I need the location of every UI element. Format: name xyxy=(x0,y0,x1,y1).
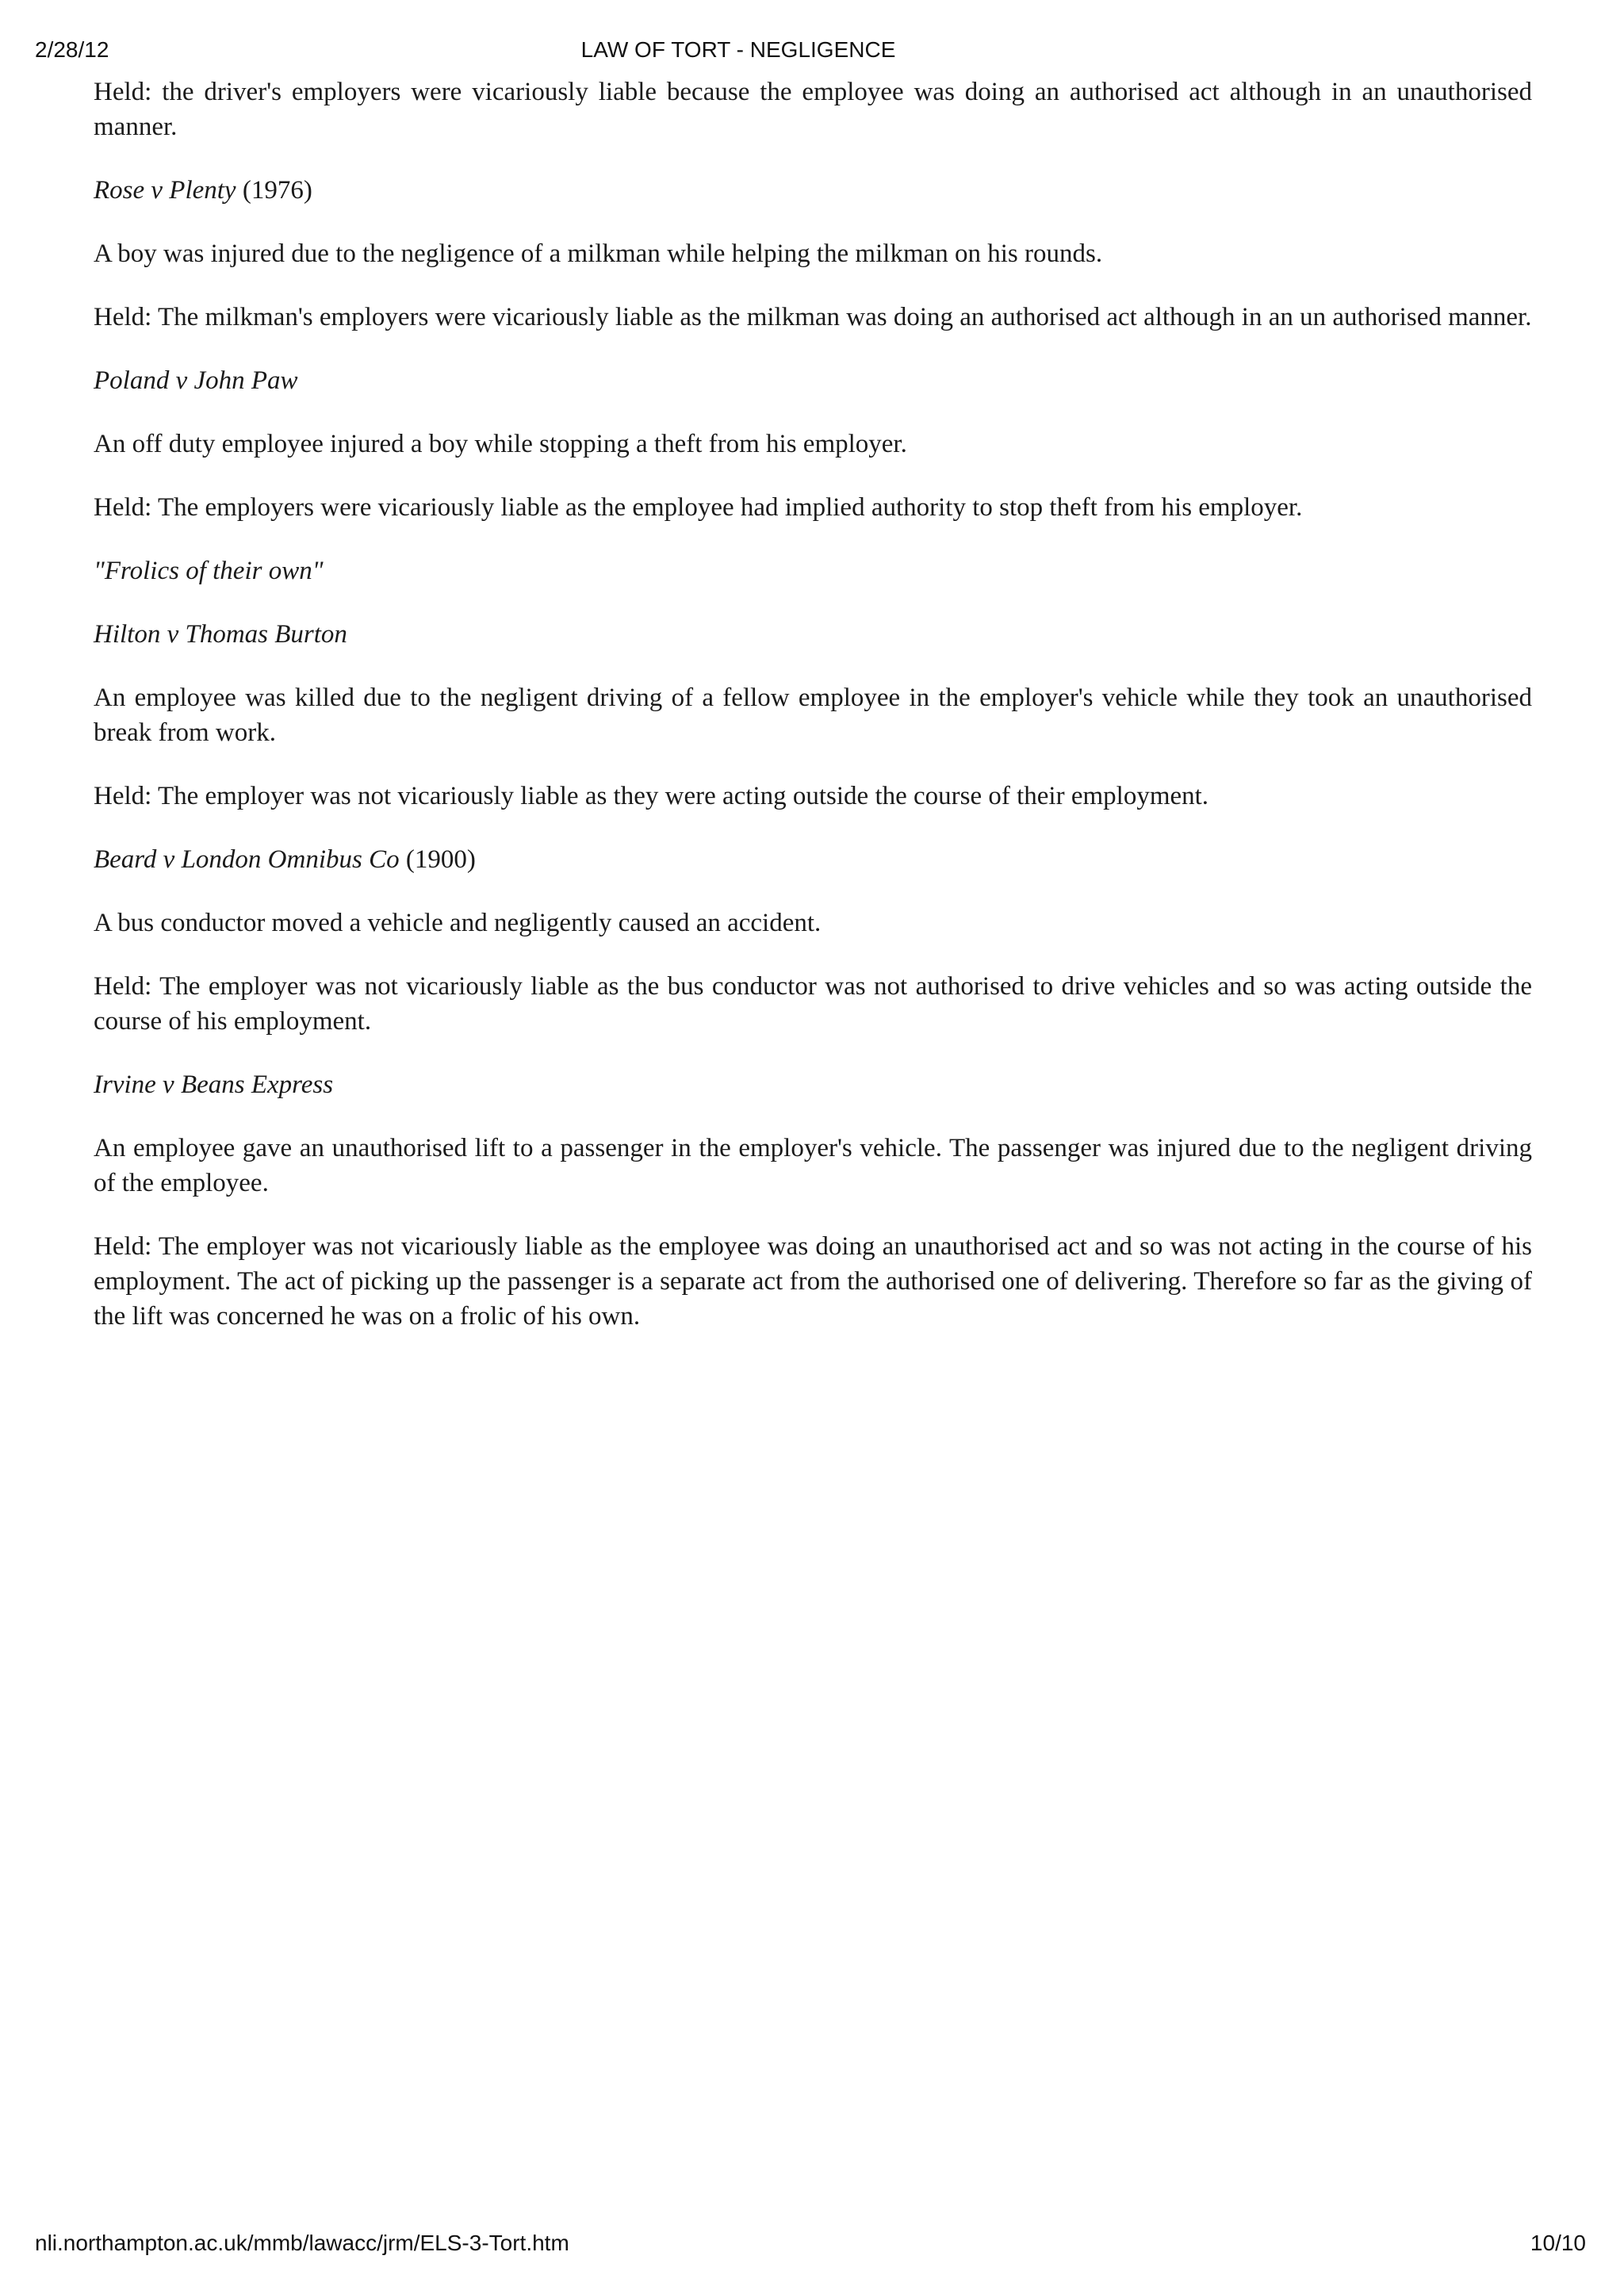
document-title: LAW OF TORT - NEGLIGENCE xyxy=(580,37,896,62)
print-footer xyxy=(0,2230,1624,2257)
paragraph-held-irvine: Held: The employer was not vicariously liable as the employee was doing an unauthorised act and so was not acting in the course of his employment. The act of picking up the passenger is a separate act from the authorised one of delivering. Therefore so far as the giving of the lift was concerned he was on a frolic of his own. xyxy=(94,1232,1532,1331)
paragraph-facts-hilton: An employee was killed due to the negligent driving of a fellow employee in the employer's vehicle while they took an unauthorised break from work. xyxy=(94,684,1532,747)
paragraph-facts-rose: A boy was injured due to the negligence of a milkman while helping the milkman on his rounds. xyxy=(94,239,1103,268)
paragraph-held-rose: Held: The milkman's employers were vicariously liable as the milkman was doing an authorised act although in an un authorised manner. xyxy=(94,303,1532,331)
case-year: (1976) xyxy=(236,176,312,205)
document-body xyxy=(94,75,1532,1362)
case-name: Poland v John Paw xyxy=(94,366,298,395)
paragraph-held-beard: Held: The employer was not vicariously liable as the bus conductor was not authorised to drive vehicles and so was acting outside the course of his employment. xyxy=(94,972,1532,1036)
paragraph-facts-beard: A bus conductor moved a vehicle and negligently caused an accident. xyxy=(94,909,822,937)
source-url: nli.northampton.ac.uk/mmb/lawacc/jrm/ELS-3-Tort.htm xyxy=(35,2231,569,2255)
case-name: Beard v London Omnibus Co xyxy=(94,845,400,874)
case-name: Hilton v Thomas Burton xyxy=(94,620,347,649)
page-number: 10/10 xyxy=(1530,2231,1586,2255)
case-heading-beard-v-london-omnibus xyxy=(94,842,1532,877)
case-heading-irvine-v-beans-express xyxy=(94,1067,1532,1102)
case-name: Irvine v Beans Express xyxy=(94,1070,334,1099)
case-heading-rose-v-plenty xyxy=(94,173,1532,208)
section-heading-frolics: "Frolics of their own" xyxy=(94,557,324,585)
paragraph-facts-irvine: An employee gave an unauthorised lift to a passenger in the employer's vehicle. The passenger was injured due to the negligent driving of the employee. xyxy=(94,1134,1532,1197)
paragraph-held-hilton: Held: The employer was not vicariously liable as they were acting outside the course of their employment. xyxy=(94,782,1209,810)
case-year: (1900) xyxy=(399,845,476,874)
print-header xyxy=(0,36,1624,63)
paragraph-held-poland: Held: The employers were vicariously liable as the employee had implied authority to stop theft from his employer. xyxy=(94,493,1303,522)
case-heading-poland-v-john-paw xyxy=(94,363,1532,398)
print-date: 2/28/12 xyxy=(35,37,109,62)
paragraph-facts-poland: An off duty employee injured a boy while stopping a theft from his employer. xyxy=(94,430,907,458)
case-name: Rose v Plenty xyxy=(94,176,236,205)
paragraph-held-driver: Held: the driver's employers were vicariously liable because the employee was doing an authorised act although in an unauthorised manner. xyxy=(94,78,1532,141)
case-heading-hilton-v-thomas-burton xyxy=(94,617,1532,652)
